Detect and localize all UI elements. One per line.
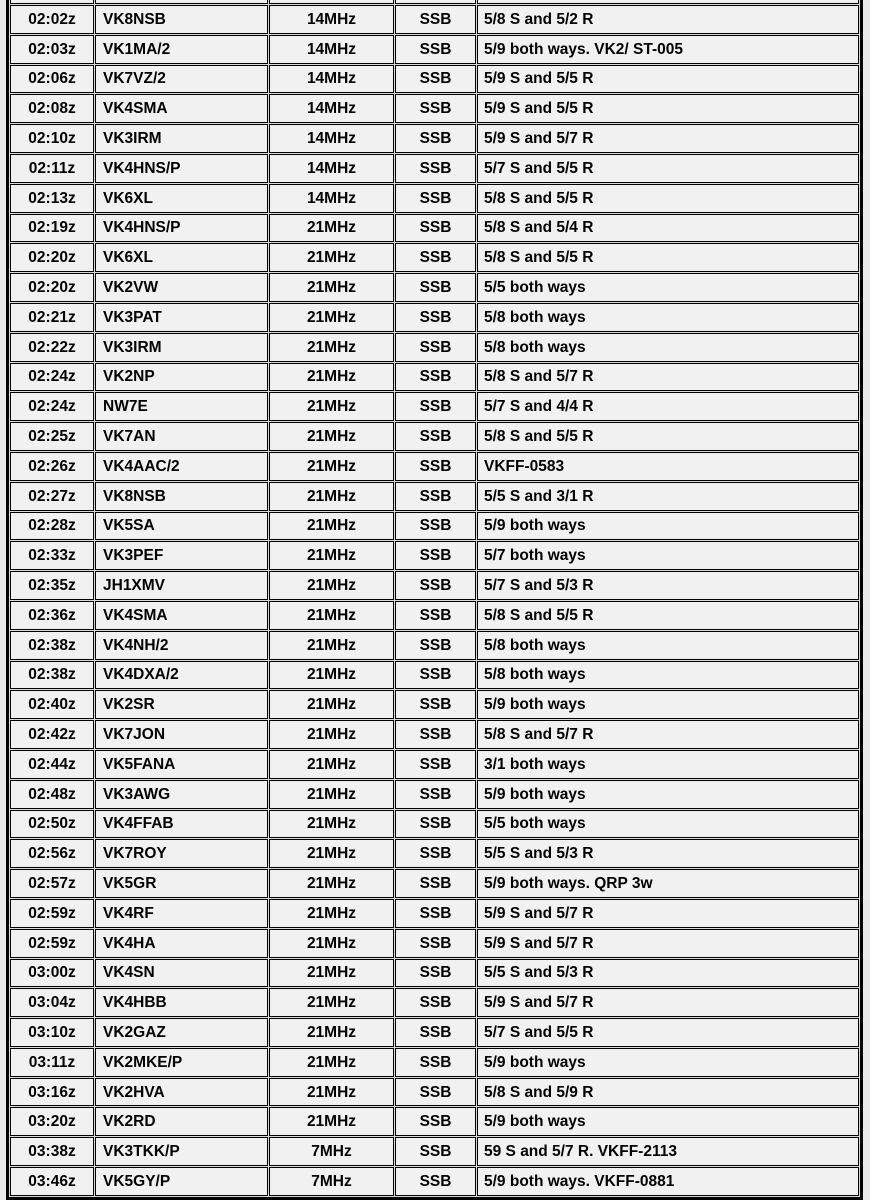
cell-time: 02:35z <box>10 571 94 600</box>
cell-report: 5/8 both ways <box>477 303 859 332</box>
cell-time: 02:59z <box>10 899 94 928</box>
table-row <box>10 750 859 779</box>
radio-contact-log-table <box>6 0 863 1200</box>
cell-callsign: VK5GR <box>95 869 268 898</box>
table-row <box>10 601 859 630</box>
cell-time: 03:04z <box>10 988 94 1017</box>
cell-mode: SSB <box>395 690 476 719</box>
cell-callsign: VK4AAC/2 <box>95 452 268 481</box>
cell-callsign: VK4SMA <box>95 94 268 123</box>
cell-time: 03:00z <box>10 959 94 988</box>
cell-time: 02:56z <box>10 839 94 868</box>
cell-callsign: VK4RF <box>95 899 268 928</box>
table-row <box>10 94 859 123</box>
table-row <box>10 243 859 272</box>
table-row <box>10 422 859 451</box>
table-row-clipped <box>10 0 859 4</box>
table-row <box>10 392 859 421</box>
cell-time-clipped <box>10 0 94 4</box>
cell-mode: SSB <box>395 363 476 392</box>
table-row <box>10 363 859 392</box>
cell-frequency: 21MHz <box>269 720 394 749</box>
cell-report: 5/5 S and 5/3 R <box>477 839 859 868</box>
cell-report: 5/8 S and 5/7 R <box>477 720 859 749</box>
cell-time: 02:21z <box>10 303 94 332</box>
table-row <box>10 154 859 183</box>
cell-report: 5/9 S and 5/7 R <box>477 929 859 958</box>
cell-mode: SSB <box>395 1137 476 1166</box>
cell-frequency: 21MHz <box>269 422 394 451</box>
cell-time: 03:20z <box>10 1107 94 1136</box>
cell-frequency: 21MHz <box>269 452 394 481</box>
cell-report: 5/9 both ways <box>477 1107 859 1136</box>
cell-mode: SSB <box>395 780 476 809</box>
log-table-body <box>10 0 859 1196</box>
cell-frequency: 21MHz <box>269 780 394 809</box>
cell-frequency: 14MHz <box>269 35 394 64</box>
cell-callsign: VK3IRM <box>95 124 268 153</box>
cell-mode: SSB <box>395 959 476 988</box>
table-row <box>10 899 859 928</box>
cell-mode: SSB <box>395 810 476 839</box>
cell-report: 5/7 S and 5/5 R <box>477 154 859 183</box>
table-row <box>10 65 859 94</box>
cell-mode: SSB <box>395 1018 476 1047</box>
table-row <box>10 124 859 153</box>
table-row <box>10 988 859 1017</box>
table-row <box>10 720 859 749</box>
cell-time: 02:38z <box>10 631 94 660</box>
cell-mode: SSB <box>395 303 476 332</box>
cell-report-clipped <box>477 0 859 4</box>
cell-callsign: VK4DXA/2 <box>95 661 268 690</box>
cell-callsign: VK4HNS/P <box>95 154 268 183</box>
cell-frequency: 14MHz <box>269 94 394 123</box>
cell-callsign: VK7JON <box>95 720 268 749</box>
cell-time: 02:36z <box>10 601 94 630</box>
cell-frequency-clipped <box>269 0 394 4</box>
table-row <box>10 482 859 511</box>
cell-frequency: 21MHz <box>269 690 394 719</box>
cell-mode: SSB <box>395 1078 476 1107</box>
cell-callsign: JH1XMV <box>95 571 268 600</box>
table-row <box>10 512 859 541</box>
cell-callsign: VK4HBB <box>95 988 268 1017</box>
cell-frequency: 14MHz <box>269 184 394 213</box>
cell-frequency: 7MHz <box>269 1137 394 1166</box>
cell-time: 02:50z <box>10 810 94 839</box>
cell-frequency: 21MHz <box>269 214 394 243</box>
cell-time: 02:42z <box>10 720 94 749</box>
cell-time: 02:19z <box>10 214 94 243</box>
cell-report: 5/9 both ways. VK2/ ST-005 <box>477 35 859 64</box>
cell-report: 5/9 S and 5/7 R <box>477 899 859 928</box>
table-row <box>10 541 859 570</box>
cell-mode: SSB <box>395 661 476 690</box>
table-row <box>10 273 859 302</box>
cell-time: 02:20z <box>10 273 94 302</box>
cell-time: 02:40z <box>10 690 94 719</box>
cell-callsign: VK4SN <box>95 959 268 988</box>
cell-report: 5/8 S and 5/7 R <box>477 363 859 392</box>
cell-report: 5/9 both ways. QRP 3w <box>477 869 859 898</box>
cell-callsign: VK4SMA <box>95 601 268 630</box>
cell-report: VKFF-0583 <box>477 452 859 481</box>
cell-frequency: 21MHz <box>269 1078 394 1107</box>
cell-time: 03:16z <box>10 1078 94 1107</box>
cell-mode: SSB <box>395 899 476 928</box>
cell-report: 5/8 S and 5/5 R <box>477 422 859 451</box>
cell-callsign: VK1MA/2 <box>95 35 268 64</box>
cell-frequency: 21MHz <box>269 273 394 302</box>
cell-callsign: VK2VW <box>95 273 268 302</box>
cell-mode: SSB <box>395 124 476 153</box>
table-row <box>10 333 859 362</box>
cell-report: 5/8 S and 5/9 R <box>477 1078 859 1107</box>
cell-time: 02:59z <box>10 929 94 958</box>
cell-time: 02:13z <box>10 184 94 213</box>
table-row <box>10 184 859 213</box>
cell-report: 5/5 both ways <box>477 273 859 302</box>
cell-frequency: 21MHz <box>269 482 394 511</box>
cell-report: 5/8 S and 5/4 R <box>477 214 859 243</box>
cell-time: 02:44z <box>10 750 94 779</box>
cell-callsign: VK7AN <box>95 422 268 451</box>
cell-time: 02:57z <box>10 869 94 898</box>
cell-frequency: 21MHz <box>269 541 394 570</box>
cell-callsign: VK3PEF <box>95 541 268 570</box>
cell-callsign: VK5FANA <box>95 750 268 779</box>
cell-callsign: VK2GAZ <box>95 1018 268 1047</box>
cell-time: 02:11z <box>10 154 94 183</box>
cell-frequency: 21MHz <box>269 363 394 392</box>
table-row <box>10 35 859 64</box>
cell-mode: SSB <box>395 452 476 481</box>
cell-mode: SSB <box>395 720 476 749</box>
cell-frequency: 21MHz <box>269 810 394 839</box>
cell-mode-clipped <box>395 0 476 4</box>
cell-report: 5/7 S and 5/5 R <box>477 1018 859 1047</box>
cell-report: 5/8 S and 5/5 R <box>477 243 859 272</box>
cell-frequency: 21MHz <box>269 303 394 332</box>
cell-report: 5/9 S and 5/7 R <box>477 124 859 153</box>
cell-callsign: VK2MKE/P <box>95 1048 268 1077</box>
cell-callsign: VK8NSB <box>95 482 268 511</box>
cell-report: 5/5 S and 3/1 R <box>477 482 859 511</box>
cell-report: 5/5 both ways <box>477 810 859 839</box>
cell-frequency: 21MHz <box>269 1048 394 1077</box>
cell-frequency: 21MHz <box>269 333 394 362</box>
cell-mode: SSB <box>395 839 476 868</box>
table-row <box>10 780 859 809</box>
cell-report: 5/8 both ways <box>477 631 859 660</box>
cell-mode: SSB <box>395 273 476 302</box>
cell-mode: SSB <box>395 35 476 64</box>
cell-callsign: VK4HNS/P <box>95 214 268 243</box>
cell-mode: SSB <box>395 65 476 94</box>
cell-callsign: VK8NSB <box>95 5 268 34</box>
cell-frequency: 14MHz <box>269 5 394 34</box>
cell-frequency: 21MHz <box>269 869 394 898</box>
cell-frequency: 21MHz <box>269 959 394 988</box>
table-row <box>10 661 859 690</box>
cell-frequency: 21MHz <box>269 899 394 928</box>
cell-time: 02:24z <box>10 363 94 392</box>
table-row <box>10 303 859 332</box>
cell-mode: SSB <box>395 929 476 958</box>
cell-frequency: 7MHz <box>269 1167 394 1196</box>
cell-frequency: 21MHz <box>269 1107 394 1136</box>
cell-frequency: 21MHz <box>269 243 394 272</box>
cell-report: 3/1 both ways <box>477 750 859 779</box>
cell-callsign: VK4HA <box>95 929 268 958</box>
table-row <box>10 1167 859 1196</box>
cell-callsign: VK2NP <box>95 363 268 392</box>
log-table-container <box>6 0 863 1200</box>
cell-time: 02:22z <box>10 333 94 362</box>
cell-mode: SSB <box>395 214 476 243</box>
table-row <box>10 631 859 660</box>
cell-time: 02:27z <box>10 482 94 511</box>
cell-frequency: 21MHz <box>269 512 394 541</box>
cell-mode: SSB <box>395 184 476 213</box>
cell-frequency: 21MHz <box>269 631 394 660</box>
cell-report: 5/8 S and 5/2 R <box>477 5 859 34</box>
cell-mode: SSB <box>395 392 476 421</box>
cell-callsign: VK4NH/2 <box>95 631 268 660</box>
table-row <box>10 839 859 868</box>
cell-report: 5/8 S and 5/5 R <box>477 184 859 213</box>
cell-time: 02:28z <box>10 512 94 541</box>
cell-report: 5/7 S and 4/4 R <box>477 392 859 421</box>
cell-frequency: 21MHz <box>269 1018 394 1047</box>
cell-callsign-clipped <box>95 0 268 4</box>
cell-time: 03:10z <box>10 1018 94 1047</box>
cell-mode: SSB <box>395 1107 476 1136</box>
table-row <box>10 869 859 898</box>
table-row <box>10 1107 859 1136</box>
table-row <box>10 214 859 243</box>
cell-mode: SSB <box>395 512 476 541</box>
cell-time: 02:03z <box>10 35 94 64</box>
cell-mode: SSB <box>395 631 476 660</box>
table-row <box>10 571 859 600</box>
cell-mode: SSB <box>395 5 476 34</box>
cell-frequency: 21MHz <box>269 661 394 690</box>
cell-callsign: VK2RD <box>95 1107 268 1136</box>
cell-report: 5/8 both ways <box>477 661 859 690</box>
cell-time: 03:11z <box>10 1048 94 1077</box>
cell-mode: SSB <box>395 869 476 898</box>
cell-frequency: 21MHz <box>269 750 394 779</box>
table-row <box>10 929 859 958</box>
table-row <box>10 5 859 34</box>
cell-frequency: 21MHz <box>269 839 394 868</box>
cell-frequency: 21MHz <box>269 929 394 958</box>
cell-time: 03:46z <box>10 1167 94 1196</box>
cell-frequency: 21MHz <box>269 392 394 421</box>
table-row <box>10 690 859 719</box>
cell-report: 5/9 both ways <box>477 1048 859 1077</box>
cell-mode: SSB <box>395 750 476 779</box>
table-row <box>10 1048 859 1077</box>
cell-mode: SSB <box>395 571 476 600</box>
cell-callsign: VK2HVA <box>95 1078 268 1107</box>
cell-time: 02:25z <box>10 422 94 451</box>
table-row <box>10 1078 859 1107</box>
cell-frequency: 14MHz <box>269 124 394 153</box>
table-row <box>10 1137 859 1166</box>
cell-report: 5/9 S and 5/7 R <box>477 988 859 1017</box>
cell-report: 5/9 both ways <box>477 690 859 719</box>
cell-report: 5/8 both ways <box>477 333 859 362</box>
cell-frequency: 14MHz <box>269 154 394 183</box>
cell-mode: SSB <box>395 243 476 272</box>
cell-report: 5/7 both ways <box>477 541 859 570</box>
cell-frequency: 14MHz <box>269 65 394 94</box>
cell-mode: SSB <box>395 333 476 362</box>
cell-time: 02:38z <box>10 661 94 690</box>
cell-mode: SSB <box>395 1167 476 1196</box>
cell-callsign: NW7E <box>95 392 268 421</box>
cell-time: 02:20z <box>10 243 94 272</box>
cell-time: 02:26z <box>10 452 94 481</box>
table-row <box>10 452 859 481</box>
cell-mode: SSB <box>395 422 476 451</box>
cell-time: 03:38z <box>10 1137 94 1166</box>
cell-report: 5/9 both ways <box>477 512 859 541</box>
cell-callsign: VK7VZ/2 <box>95 65 268 94</box>
cell-frequency: 21MHz <box>269 601 394 630</box>
cell-report: 5/7 S and 5/3 R <box>477 571 859 600</box>
cell-callsign: VK6XL <box>95 184 268 213</box>
cell-mode: SSB <box>395 541 476 570</box>
cell-mode: SSB <box>395 154 476 183</box>
cell-frequency: 21MHz <box>269 988 394 1017</box>
cell-time: 02:06z <box>10 65 94 94</box>
cell-callsign: VK5SA <box>95 512 268 541</box>
cell-report: 5/8 S and 5/5 R <box>477 601 859 630</box>
cell-report: 59 S and 5/7 R. VKFF-2113 <box>477 1137 859 1166</box>
cell-report: 5/9 S and 5/5 R <box>477 94 859 123</box>
cell-report: 5/9 both ways <box>477 780 859 809</box>
cell-time: 02:48z <box>10 780 94 809</box>
cell-report: 5/9 both ways. VKFF-0881 <box>477 1167 859 1196</box>
cell-callsign: VK5GY/P <box>95 1167 268 1196</box>
cell-frequency: 21MHz <box>269 571 394 600</box>
cell-time: 02:08z <box>10 94 94 123</box>
cell-time: 02:02z <box>10 5 94 34</box>
cell-time: 02:24z <box>10 392 94 421</box>
table-row <box>10 959 859 988</box>
cell-report: 5/5 S and 5/3 R <box>477 959 859 988</box>
cell-report: 5/9 S and 5/5 R <box>477 65 859 94</box>
cell-callsign: VK3IRM <box>95 333 268 362</box>
cell-mode: SSB <box>395 1048 476 1077</box>
cell-callsign: VK3PAT <box>95 303 268 332</box>
table-row <box>10 810 859 839</box>
cell-callsign: VK6XL <box>95 243 268 272</box>
cell-mode: SSB <box>395 601 476 630</box>
cell-callsign: VK2SR <box>95 690 268 719</box>
cell-callsign: VK3TKK/P <box>95 1137 268 1166</box>
cell-mode: SSB <box>395 482 476 511</box>
cell-callsign: VK3AWG <box>95 780 268 809</box>
cell-callsign: VK7ROY <box>95 839 268 868</box>
cell-mode: SSB <box>395 94 476 123</box>
cell-time: 02:10z <box>10 124 94 153</box>
cell-callsign: VK4FFAB <box>95 810 268 839</box>
cell-time: 02:33z <box>10 541 94 570</box>
table-row <box>10 1018 859 1047</box>
cell-mode: SSB <box>395 988 476 1017</box>
